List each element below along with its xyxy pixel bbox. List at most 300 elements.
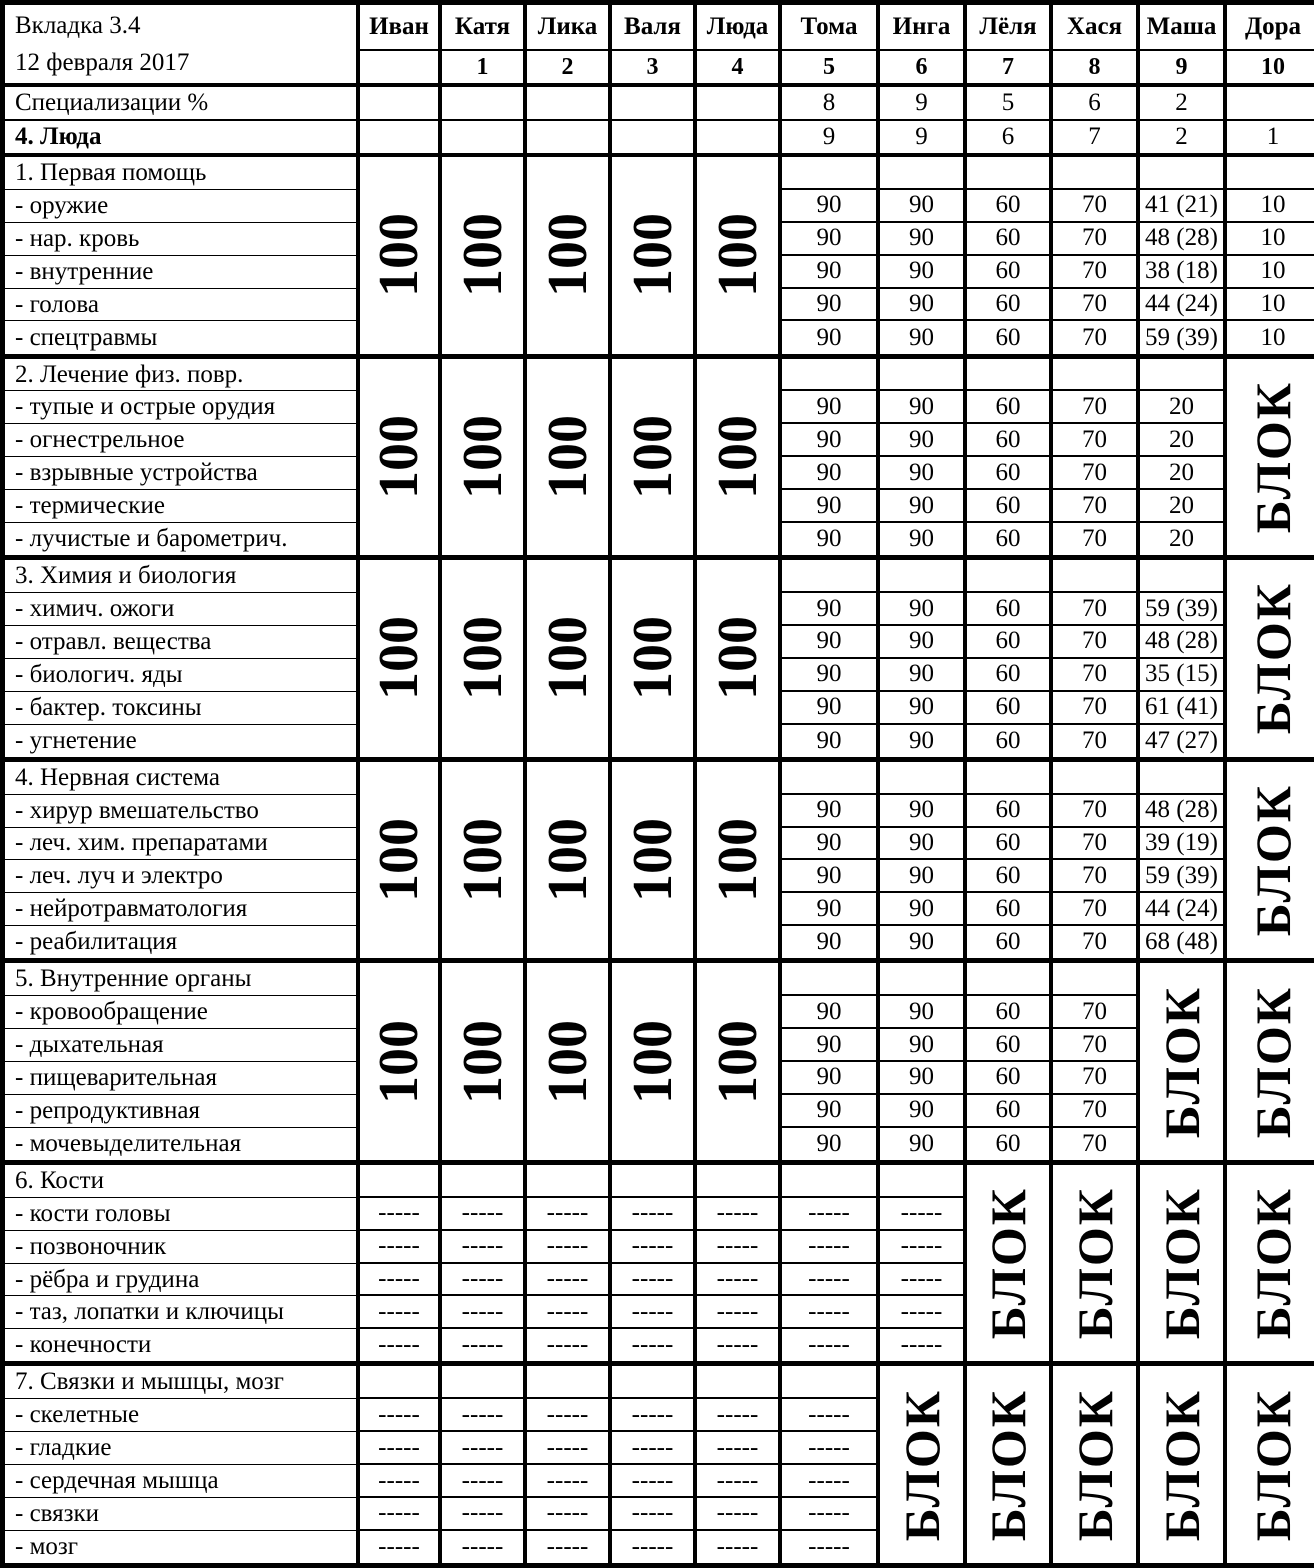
value-cell xyxy=(967,963,1053,996)
rotated-block-label: БЛОК xyxy=(1066,1388,1123,1541)
value-cell: 39 (19) xyxy=(1140,828,1227,861)
value-cell: ----- xyxy=(527,1296,612,1329)
value-cell: 60 xyxy=(967,523,1053,560)
value-cell: 60 xyxy=(967,391,1053,424)
value-cell xyxy=(527,1165,612,1198)
value-cell: 70 xyxy=(1053,289,1140,322)
value-cell: 70 xyxy=(1053,256,1140,289)
section-header-row xyxy=(5,157,1314,190)
value-cell: ----- xyxy=(360,1329,442,1366)
value-cell: ----- xyxy=(527,1465,612,1498)
value-cell: 90 xyxy=(782,860,880,893)
value-cell xyxy=(697,1165,782,1198)
value-cell: 90 xyxy=(782,725,880,762)
value-cell: ----- xyxy=(880,1296,967,1329)
row-label: - лучистые и барометрич. xyxy=(5,523,360,560)
row-label: - голова xyxy=(5,289,360,322)
rotated-100-label: 100 xyxy=(706,213,769,298)
specializations-row xyxy=(5,87,1314,121)
merged-block-cell xyxy=(1053,1165,1140,1367)
value-cell: 60 xyxy=(967,223,1053,256)
row-label: - взрывные устройства xyxy=(5,457,360,490)
row-label: - дыхательная xyxy=(5,1029,360,1062)
rotated-block-label: БЛОК xyxy=(1245,783,1301,937)
value-cell: 70 xyxy=(1053,490,1140,523)
value-cell: 90 xyxy=(782,523,880,560)
value-cell: 48 (28) xyxy=(1140,223,1227,256)
value-cell: ----- xyxy=(612,1399,697,1432)
rotated-100-label: 100 xyxy=(706,818,769,903)
merged-100-cell xyxy=(360,963,442,1165)
rotated-100-label: 100 xyxy=(621,213,684,298)
value-cell xyxy=(782,359,880,392)
value-cell: ----- xyxy=(612,1432,697,1465)
value-cell: ----- xyxy=(612,1329,697,1366)
row-label: - нар. кровь xyxy=(5,223,360,256)
value-cell: ----- xyxy=(612,1264,697,1297)
rotated-block-label: БЛОК xyxy=(1245,582,1301,735)
spec-value-cell: 5 xyxy=(967,87,1053,121)
row-label: - отравл. вещества xyxy=(5,626,360,659)
merged-100-cell xyxy=(697,560,782,762)
value-cell: 35 (15) xyxy=(1140,659,1227,692)
value-cell: 60 xyxy=(967,828,1053,861)
person-number-10: 9 xyxy=(1140,51,1227,87)
value-cell: ----- xyxy=(782,1465,880,1498)
value-cell: ----- xyxy=(360,1198,442,1231)
merged-100-cell xyxy=(360,157,442,359)
spec-row-label: Специализации % xyxy=(5,87,360,121)
rotated-100-label: 100 xyxy=(451,414,514,499)
row-label: - химич. ожоги xyxy=(5,593,360,626)
value-cell: 90 xyxy=(880,593,967,626)
person-header-6: Тома xyxy=(782,5,880,51)
value-cell: ----- xyxy=(527,1231,612,1264)
value-cell xyxy=(967,157,1053,190)
person-header-5: Люда xyxy=(697,5,782,51)
value-cell xyxy=(880,1165,967,1198)
value-cell xyxy=(782,1165,880,1198)
row-label: - пищеварительная xyxy=(5,1062,360,1095)
section-title: 3. Химия и биология xyxy=(5,560,360,593)
selected-value-cell xyxy=(697,121,782,157)
value-cell: ----- xyxy=(527,1264,612,1297)
value-cell: ----- xyxy=(880,1329,967,1366)
row-label: - внутренние xyxy=(5,256,360,289)
value-cell: 90 xyxy=(782,1062,880,1095)
value-cell: 20 xyxy=(1140,424,1227,457)
value-cell: ----- xyxy=(697,1531,782,1563)
value-cell: 90 xyxy=(782,996,880,1029)
value-cell: 90 xyxy=(782,659,880,692)
value-cell: 90 xyxy=(880,1029,967,1062)
rotated-100-label: 100 xyxy=(368,213,430,298)
row-label: - мозг xyxy=(5,1531,360,1563)
value-cell: 90 xyxy=(880,626,967,659)
row-label: - оружие xyxy=(5,190,360,223)
row-label: - скелетные xyxy=(5,1399,360,1432)
person-header-7: Инга xyxy=(880,5,967,51)
person-header-1: Иван xyxy=(360,5,442,51)
spec-value-cell xyxy=(1227,87,1314,121)
person-number-1 xyxy=(360,51,442,87)
merged-100-cell xyxy=(442,157,527,359)
value-cell xyxy=(1140,157,1227,190)
value-cell: ----- xyxy=(612,1531,697,1563)
value-cell: 60 xyxy=(967,593,1053,626)
value-cell: 90 xyxy=(782,1095,880,1128)
value-cell: ----- xyxy=(697,1399,782,1432)
selected-value-cell xyxy=(442,121,527,157)
value-cell: 60 xyxy=(967,289,1053,322)
row-label: - таз, лопатки и ключицы xyxy=(5,1296,360,1329)
value-cell: 90 xyxy=(880,725,967,762)
row-label: - нейротравматология xyxy=(5,893,360,926)
value-cell: 90 xyxy=(782,828,880,861)
section-title: 5. Внутренние органы xyxy=(5,963,360,996)
value-cell: 60 xyxy=(967,626,1053,659)
value-cell: ----- xyxy=(782,1296,880,1329)
value-cell: ----- xyxy=(442,1465,527,1498)
value-cell: ----- xyxy=(527,1432,612,1465)
value-cell: 90 xyxy=(782,256,880,289)
row-label: - рёбра и грудина xyxy=(5,1264,360,1297)
selected-person-row xyxy=(5,121,1314,157)
value-cell: 10 xyxy=(1227,223,1314,256)
section-header-row xyxy=(5,1165,1314,1198)
row-label: - позвоночник xyxy=(5,1231,360,1264)
row-label: - реабилитация xyxy=(5,926,360,963)
value-cell: 60 xyxy=(967,190,1053,223)
value-cell: 44 (24) xyxy=(1140,289,1227,322)
value-cell xyxy=(1140,762,1227,795)
value-cell: 10 xyxy=(1227,256,1314,289)
value-cell: ----- xyxy=(442,1198,527,1231)
value-cell: ----- xyxy=(782,1198,880,1231)
value-cell: 70 xyxy=(1053,1095,1140,1128)
value-cell: 90 xyxy=(880,457,967,490)
value-cell: 90 xyxy=(782,289,880,322)
value-cell: ----- xyxy=(782,1498,880,1531)
value-cell: ----- xyxy=(527,1498,612,1531)
value-cell xyxy=(1227,157,1314,190)
value-cell: 90 xyxy=(880,256,967,289)
value-cell: 41 (21) xyxy=(1140,190,1227,223)
value-cell: ----- xyxy=(360,1498,442,1531)
person-header-11: Дора xyxy=(1227,5,1314,51)
value-cell: 70 xyxy=(1053,1128,1140,1165)
row-label: - гладкие xyxy=(5,1432,360,1465)
value-cell: ----- xyxy=(442,1264,527,1297)
rotated-block-label: БЛОК xyxy=(1245,985,1301,1138)
value-cell xyxy=(782,963,880,996)
merged-100-cell xyxy=(697,963,782,1165)
value-cell xyxy=(782,560,880,593)
value-cell: 70 xyxy=(1053,523,1140,560)
value-cell xyxy=(1053,157,1140,190)
row-label: - спецтравмы xyxy=(5,321,360,358)
value-cell: ----- xyxy=(442,1329,527,1366)
value-cell: ----- xyxy=(360,1465,442,1498)
person-number-5: 4 xyxy=(697,51,782,87)
spec-value-cell xyxy=(697,87,782,121)
value-cell: 90 xyxy=(880,523,967,560)
value-cell: 90 xyxy=(782,626,880,659)
section-title: 2. Лечение физ. повр. xyxy=(5,359,360,392)
merged-100-cell xyxy=(527,560,612,762)
value-cell xyxy=(967,560,1053,593)
person-number-9: 8 xyxy=(1053,51,1140,87)
value-cell: 70 xyxy=(1053,391,1140,424)
value-cell: ----- xyxy=(612,1498,697,1531)
section-header-row xyxy=(5,359,1314,392)
selected-value-cell: 2 xyxy=(1140,121,1227,157)
value-cell: 90 xyxy=(782,490,880,523)
value-cell: 90 xyxy=(782,1029,880,1062)
value-cell: 90 xyxy=(880,223,967,256)
value-cell: 70 xyxy=(1053,996,1140,1029)
merged-block-cell xyxy=(1140,1165,1227,1367)
value-cell xyxy=(1140,359,1227,392)
value-cell: ----- xyxy=(442,1498,527,1531)
value-cell: 48 (28) xyxy=(1140,626,1227,659)
value-cell: 20 xyxy=(1140,391,1227,424)
rotated-block-label: БЛОК xyxy=(1153,985,1210,1138)
value-cell: 70 xyxy=(1053,893,1140,926)
selected-value-cell: 1 xyxy=(1227,121,1314,157)
spec-value-cell xyxy=(360,87,442,121)
value-cell xyxy=(967,359,1053,392)
rotated-100-label: 100 xyxy=(451,1019,514,1104)
value-cell: ----- xyxy=(697,1231,782,1264)
merged-block-cell xyxy=(967,1165,1053,1367)
selected-value-cell xyxy=(612,121,697,157)
value-cell: ----- xyxy=(782,1432,880,1465)
value-cell xyxy=(880,560,967,593)
value-cell: 90 xyxy=(782,1128,880,1165)
rotated-block-label: БЛОК xyxy=(1245,1388,1301,1541)
value-cell: 70 xyxy=(1053,860,1140,893)
value-cell: ----- xyxy=(782,1264,880,1297)
value-cell: ----- xyxy=(880,1198,967,1231)
person-header-9: Хася xyxy=(1053,5,1140,51)
merged-100-cell xyxy=(612,963,697,1165)
value-cell: ----- xyxy=(360,1296,442,1329)
value-cell: 60 xyxy=(967,1029,1053,1062)
value-cell: ----- xyxy=(442,1432,527,1465)
rotated-100-label: 100 xyxy=(706,414,769,499)
value-cell: 90 xyxy=(880,1128,967,1165)
value-cell: 70 xyxy=(1053,692,1140,725)
person-number-6: 5 xyxy=(782,51,880,87)
section-title: 7. Связки и мышцы, мозг xyxy=(5,1366,360,1399)
value-cell: 90 xyxy=(782,457,880,490)
rotated-block-label: БЛОК xyxy=(980,1187,1036,1340)
section-header-row xyxy=(5,560,1314,593)
value-cell: 70 xyxy=(1053,424,1140,457)
section-header-row xyxy=(5,1366,1314,1399)
rotated-100-label: 100 xyxy=(621,414,684,499)
value-cell: 90 xyxy=(782,391,880,424)
value-cell: ----- xyxy=(612,1465,697,1498)
value-cell xyxy=(880,359,967,392)
merged-block-cell xyxy=(880,1366,967,1563)
value-cell: ----- xyxy=(880,1264,967,1297)
rotated-100-label: 100 xyxy=(536,414,599,499)
rotated-100-label: 100 xyxy=(451,616,514,701)
value-cell: 60 xyxy=(967,659,1053,692)
value-cell: ----- xyxy=(782,1231,880,1264)
selected-value-cell: 9 xyxy=(782,121,880,157)
person-header-3: Лика xyxy=(527,5,612,51)
value-cell: 90 xyxy=(880,692,967,725)
value-cell: 70 xyxy=(1053,593,1140,626)
rotated-100-label: 100 xyxy=(621,616,684,701)
rotated-100-label: 100 xyxy=(536,616,599,701)
value-cell: 70 xyxy=(1053,321,1140,358)
value-cell: 70 xyxy=(1053,926,1140,963)
value-cell: 90 xyxy=(880,828,967,861)
person-number-7: 6 xyxy=(880,51,967,87)
spec-value-cell: 8 xyxy=(782,87,880,121)
rotated-100-label: 100 xyxy=(451,213,514,298)
value-cell xyxy=(612,1165,697,1198)
value-cell: ----- xyxy=(697,1498,782,1531)
value-cell: ----- xyxy=(360,1531,442,1563)
value-cell: 90 xyxy=(880,190,967,223)
value-cell: 59 (39) xyxy=(1140,860,1227,893)
rotated-100-label: 100 xyxy=(706,1019,769,1104)
value-cell: 48 (28) xyxy=(1140,795,1227,828)
value-cell: 90 xyxy=(880,926,967,963)
value-cell: ----- xyxy=(527,1329,612,1366)
row-label: - биологич. яды xyxy=(5,659,360,692)
value-cell: 20 xyxy=(1140,457,1227,490)
value-cell: 90 xyxy=(782,692,880,725)
merged-100-cell xyxy=(527,963,612,1165)
merged-100-cell xyxy=(360,560,442,762)
value-cell: 90 xyxy=(880,795,967,828)
row-label: - тупые и острые орудия xyxy=(5,391,360,424)
value-cell: ----- xyxy=(697,1465,782,1498)
value-cell xyxy=(782,157,880,190)
value-cell: ----- xyxy=(782,1399,880,1432)
row-label: - огнестрельное xyxy=(5,424,360,457)
value-cell: 90 xyxy=(880,1095,967,1128)
merged-100-cell xyxy=(612,359,697,561)
person-number-4: 3 xyxy=(612,51,697,87)
value-cell: 60 xyxy=(967,424,1053,457)
value-cell: 60 xyxy=(967,321,1053,358)
value-cell: 60 xyxy=(967,256,1053,289)
value-cell: 10 xyxy=(1227,190,1314,223)
value-cell: 90 xyxy=(880,490,967,523)
value-cell: 68 (48) xyxy=(1140,926,1227,963)
merged-block-cell xyxy=(967,1366,1053,1563)
value-cell: 70 xyxy=(1053,795,1140,828)
value-cell: 90 xyxy=(880,424,967,457)
section-header-row xyxy=(5,963,1314,996)
value-cell: 59 (39) xyxy=(1140,593,1227,626)
value-cell: 60 xyxy=(967,996,1053,1029)
value-cell: 90 xyxy=(782,795,880,828)
row-label: - конечности xyxy=(5,1329,360,1366)
value-cell: 90 xyxy=(782,593,880,626)
value-cell xyxy=(442,1366,527,1399)
spec-value-cell: 6 xyxy=(1053,87,1140,121)
value-cell: 90 xyxy=(880,893,967,926)
selected-row-label: 4. Люда xyxy=(5,121,360,157)
person-number-2: 1 xyxy=(442,51,527,87)
merged-100-cell xyxy=(612,560,697,762)
value-cell xyxy=(1140,560,1227,593)
spec-value-cell: 9 xyxy=(880,87,967,121)
spec-value-cell xyxy=(442,87,527,121)
rotated-100-label: 100 xyxy=(368,616,430,701)
spec-value-cell: 2 xyxy=(1140,87,1227,121)
value-cell: 70 xyxy=(1053,725,1140,762)
row-label: - кости головы xyxy=(5,1198,360,1231)
value-cell: ----- xyxy=(527,1198,612,1231)
value-cell: 60 xyxy=(967,1128,1053,1165)
value-cell: 60 xyxy=(967,926,1053,963)
value-cell: 90 xyxy=(782,893,880,926)
rotated-100-label: 100 xyxy=(536,213,599,298)
value-cell: 70 xyxy=(1053,457,1140,490)
selected-value-cell xyxy=(360,121,442,157)
rotated-100-label: 100 xyxy=(536,1019,599,1104)
merged-100-cell xyxy=(697,359,782,561)
row-label: - репродуктивная xyxy=(5,1095,360,1128)
value-cell: 90 xyxy=(880,659,967,692)
merged-block-cell xyxy=(1140,1366,1227,1563)
value-cell: 90 xyxy=(880,391,967,424)
person-number-8: 7 xyxy=(967,51,1053,87)
rotated-100-label: 100 xyxy=(368,1019,430,1104)
value-cell xyxy=(967,762,1053,795)
merged-100-cell xyxy=(360,762,442,964)
value-cell: 90 xyxy=(782,424,880,457)
value-cell: 61 (41) xyxy=(1140,692,1227,725)
value-cell: 60 xyxy=(967,457,1053,490)
value-cell: 60 xyxy=(967,1062,1053,1095)
value-cell xyxy=(612,1366,697,1399)
rotated-block-label: БЛОК xyxy=(1153,1388,1210,1541)
value-cell: 60 xyxy=(967,795,1053,828)
value-cell: 60 xyxy=(967,490,1053,523)
value-cell: ----- xyxy=(360,1399,442,1432)
person-number-11: 10 xyxy=(1227,51,1314,87)
merged-block-cell xyxy=(1227,359,1314,561)
value-cell: ----- xyxy=(880,1231,967,1264)
rotated-100-label: 100 xyxy=(621,1019,684,1104)
merged-100-cell xyxy=(442,560,527,762)
value-cell: ----- xyxy=(697,1264,782,1297)
value-cell: 90 xyxy=(880,860,967,893)
row-label: - термические xyxy=(5,490,360,523)
value-cell: 60 xyxy=(967,893,1053,926)
merged-100-cell xyxy=(527,762,612,964)
merged-block-cell xyxy=(1140,963,1227,1165)
row-label: - леч. хим. препаратами xyxy=(5,828,360,861)
value-cell xyxy=(527,1366,612,1399)
row-label: - бактер. токсины xyxy=(5,692,360,725)
value-cell: ----- xyxy=(612,1198,697,1231)
section-title: 6. Кости xyxy=(5,1165,360,1198)
spec-value-cell xyxy=(527,87,612,121)
rotated-block-label: БЛОК xyxy=(1153,1187,1210,1340)
value-cell: ----- xyxy=(442,1231,527,1264)
